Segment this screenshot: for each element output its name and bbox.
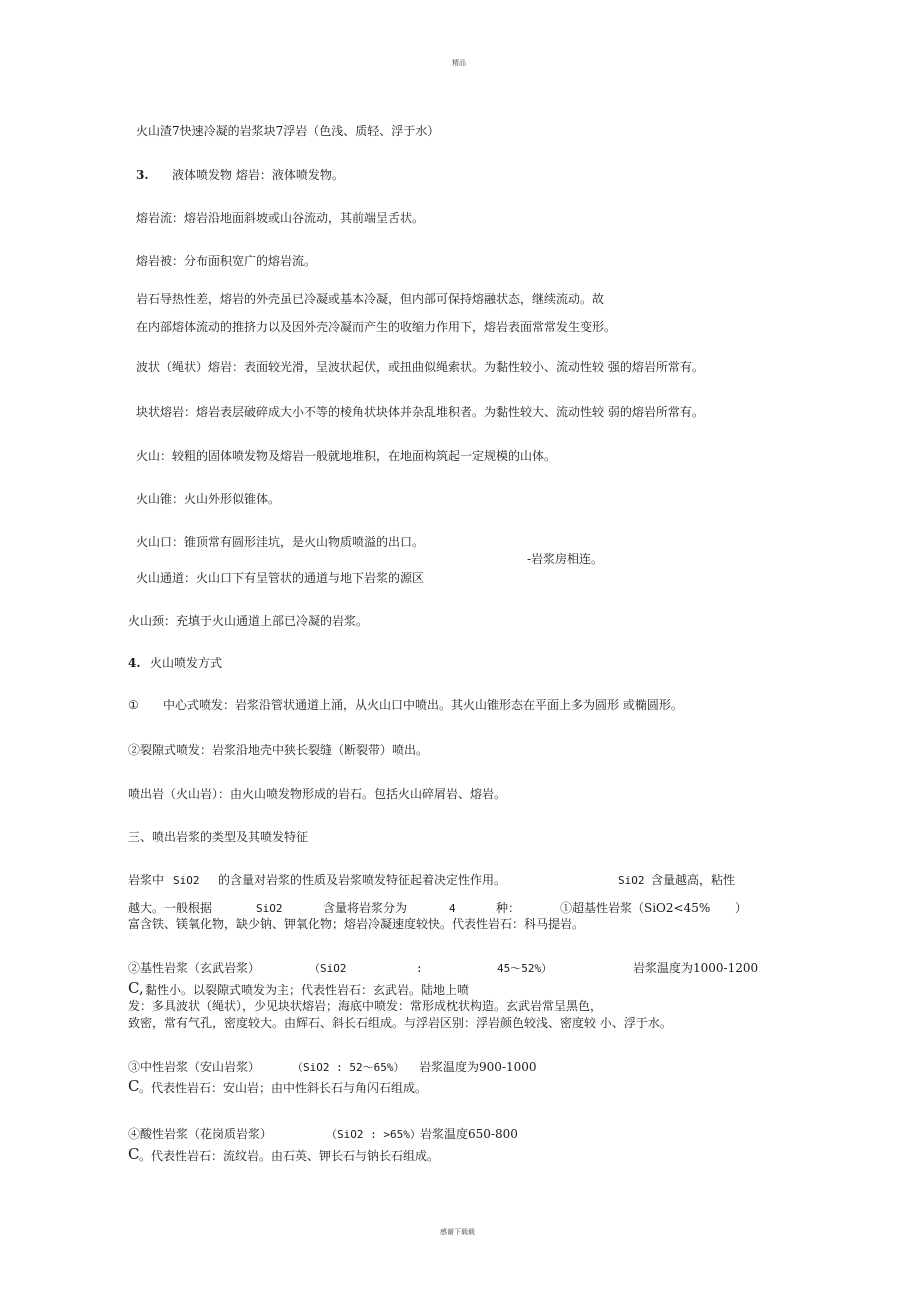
text-fragment-sio2: （SiO2 xyxy=(309,962,347,975)
text-fragment-sio2: SiO2 xyxy=(256,902,283,915)
text-line-basic-desc-1: 黏性小。以裂隙式喷发为主；代表性岩石：玄武岩。陆地上喷 xyxy=(145,983,470,997)
text-fragment: 岩浆中 xyxy=(128,873,165,887)
heading-eruption-styles: 火山喷发方式 xyxy=(150,656,223,670)
text-line-pahoehoe-lava: 波状（绳状）熔岩：表面较光滑，呈波状起伏，或扭曲似绳索状。为黏性较小、流动性较 强的熔岩所常有。 xyxy=(136,360,704,374)
text-fragment: 越大。一般根据 xyxy=(128,901,213,915)
text-line-lava-flow: 熔岩流：熔岩沿地面斜坡或山谷流动，其前端呈舌状。 xyxy=(136,211,425,225)
text-fragment-range: 45～52%） xyxy=(497,962,553,975)
text-fragment-count: 4 xyxy=(449,902,456,915)
text-fragment-ultrabasic: ①超基性岩浆（SiO2<45% xyxy=(560,901,711,915)
text-fragment-intermediate-magma: ③中性岩浆（安山岩浆） xyxy=(128,1060,261,1074)
section-number-3: 3. xyxy=(136,168,149,182)
text-line-volcanic-conduit: 火山通道：火山口下有呈管状的通道与地下岩浆的源区 xyxy=(136,571,425,585)
text-fragment-range: （SiO2 : 52～65%） xyxy=(292,1061,405,1074)
text-line-volcano: 火山：较粗的固体喷发物及熔岩一般就地堆积，在地面构筑起一定规模的山体。 xyxy=(136,449,557,463)
text-line-volcanic-cone: 火山锥：火山外形似锥体。 xyxy=(136,492,281,506)
text-fragment: 的含量对岩浆的性质及岩浆喷发特征起着决定性作用。 xyxy=(218,873,507,887)
text-line-fissure-eruption: ②裂隙式喷发：岩浆沿地壳中狭长裂缝（断裂带）喷出。 xyxy=(128,743,429,757)
text-fragment-unit: C xyxy=(128,1077,140,1095)
text-fragment-acidic-magma: ④酸性岩浆（花岗质岩浆） xyxy=(128,1127,273,1141)
text-fragment: 含量将岩浆分为 xyxy=(323,901,408,915)
text-line-volcanic-neck: 火山颈：充填于火山通道上部已冷凝的岩浆。 xyxy=(128,614,369,628)
text-fragment-magma-chamber: -岩浆房相连。 xyxy=(527,552,604,566)
text-fragment: 种： xyxy=(496,901,521,915)
text-fragment-colon: : xyxy=(416,962,423,975)
text-fragment-basic-magma: ②基性岩浆（玄武岩浆） xyxy=(128,961,261,975)
text-fragment-unit: C xyxy=(128,1145,140,1163)
text-line-basic-desc-3: 致密，常有气孔，密度较大。由辉石、斜长石组成。与浮岩区别：浮岩颜色较浅、密度较 小、浮于水。 xyxy=(128,1016,672,1030)
text-line-crater: 火山口：锥顶常有圆形洼坑，是火山物质喷溢的出口。 xyxy=(136,535,425,549)
text-line-extrusive-rock: 喷出岩（火山岩）：由火山喷发物形成的岩石。包括火山碎屑岩、熔岩。 xyxy=(128,787,507,801)
page-footer: 感谢下载载 xyxy=(440,1228,475,1236)
text-fragment-range: （SiO2 : >65%） xyxy=(326,1128,421,1141)
page-header: 精品 xyxy=(452,59,466,67)
text-fragment-sio2: SiO2 xyxy=(618,874,645,887)
text-fragment-temperature: 岩浆温度为1000-1200 xyxy=(633,961,759,975)
text-line-central-eruption: 中心式喷发：岩浆沿管状通道上涌，从火山口中喷出。其火山锥形态在平面上多为圆形 或椭圆形。 xyxy=(163,698,683,712)
text-line-block-lava: 块状熔岩：熔岩表层破碎成大小不等的棱角状块体并杂乱堆积者。为黏性较大、流动性较 弱的熔岩所常有。 xyxy=(136,405,704,419)
text-line-acidic-desc: 。代表性岩石：流纹岩。由石英、钾长石与钠长石组成。 xyxy=(139,1149,440,1163)
heading-liquid-ejecta: 液体喷发物 熔岩：液体喷发物。 xyxy=(172,168,344,182)
text-line-basic-desc-2: 发：多具波状（绳状），少见块状熔岩；海底中喷发：常形成枕状构造。玄武岩常呈黑色， xyxy=(128,999,603,1013)
text-line-lava-sheet: 熔岩被：分布面积宽广的熔岩流。 xyxy=(136,254,317,268)
text-line-intermediate-desc: 。代表性岩石：安山岩；由中性斜长石与角闪石组成。 xyxy=(139,1081,428,1095)
text-fragment: 含量越高，粘性 xyxy=(651,873,736,887)
text-fragment-unit: C, xyxy=(128,979,144,997)
section-number-4: 4. xyxy=(128,656,141,670)
heading-magma-types: 三、喷出岩浆的类型及其喷发特征 xyxy=(128,830,309,844)
text-fragment: ） xyxy=(735,901,748,915)
text-line-rock-conductivity-2: 在内部熔体流动的推挤力以及因外壳冷凝而产生的收缩力作用下，熔岩表面常常发生变形。 xyxy=(136,320,617,334)
text-line-rock-conductivity-1: 岩石导热性差，熔岩的外壳虽已冷凝或基本冷凝，但内部可保持熔融状态，继续流动。故 xyxy=(136,292,605,306)
text-line-ultrabasic-desc: 富含铁、镁氧化物，缺少钠、钾氧化物；熔岩冷凝速度较快。代表性岩石：科马提岩。 xyxy=(128,917,585,931)
text-line-volcanic-cinder: 火山渣7快速冷凝的岩浆块7浮岩（色浅、质轻、浮于水） xyxy=(136,124,440,138)
text-fragment-temperature: 岩浆温度为900-1000 xyxy=(419,1060,537,1074)
text-fragment-sio2: SiO2 xyxy=(173,874,200,887)
text-fragment-temperature: 岩浆温度650-800 xyxy=(420,1127,518,1141)
list-marker-1: ① xyxy=(128,698,139,712)
